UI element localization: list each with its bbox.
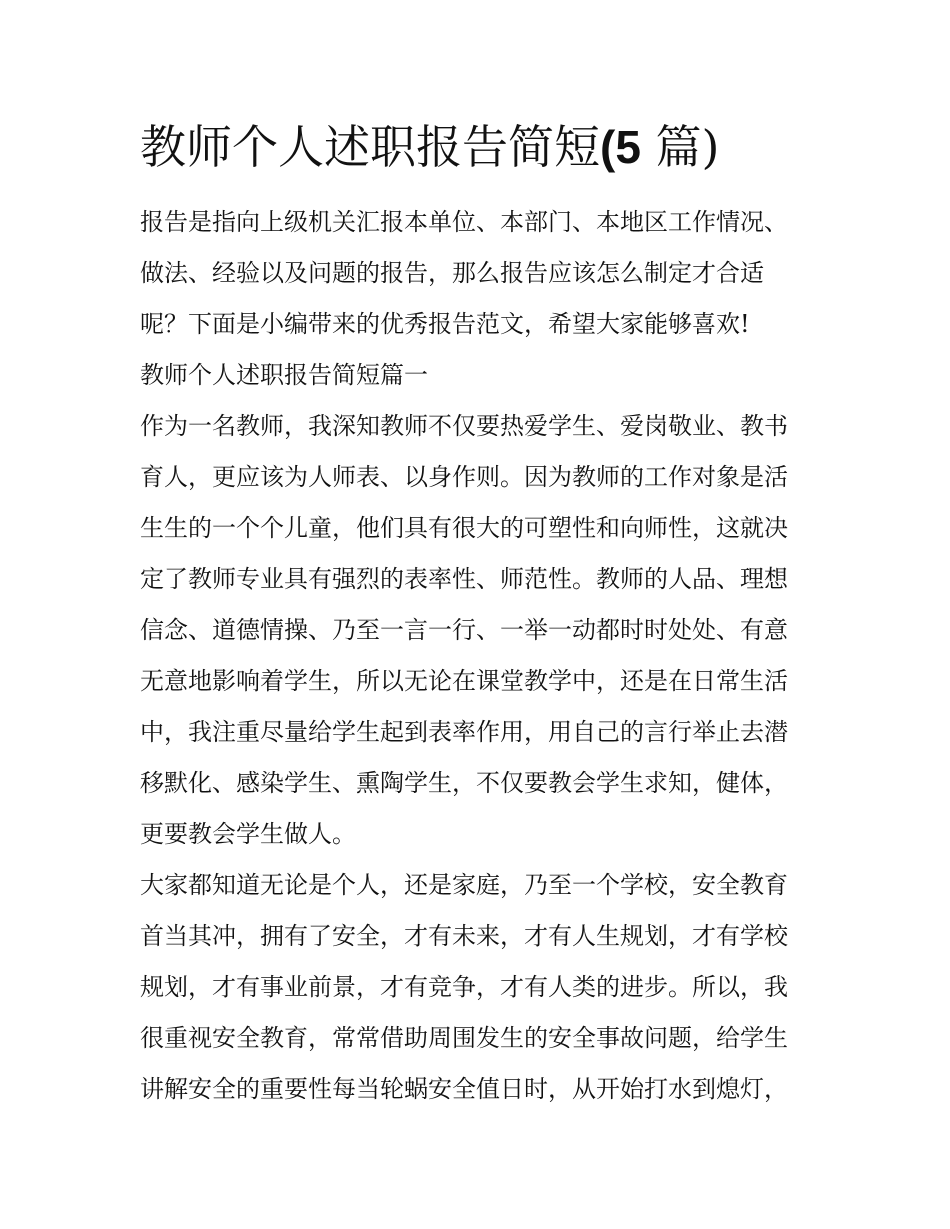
paragraph-line: 生生的一个个儿童，他们具有很大的可塑性和向师性，这就决 xyxy=(140,514,788,542)
document-body xyxy=(140,197,812,1115)
paragraph-line: 无意地影响着学生，所以无论在课堂教学中，还是在日常生活 xyxy=(140,667,788,695)
paragraph-line: 讲解安全的重要性每当轮蜗安全值日时，从开始打水到熄灯， xyxy=(140,1075,788,1103)
paragraph-line: 规划，才有事业前景，才有竞争，才有人类的进步。所以，我 xyxy=(140,973,788,1001)
paragraph-line: 更要教会学生做人。 xyxy=(140,820,356,848)
paragraph-line: 定了教师专业具有强烈的表率性、师范性。教师的人品、理想 xyxy=(140,565,788,593)
paragraph-line: 中，我注重尽量给学生起到表率作用，用自己的言行举止去潜 xyxy=(140,718,788,746)
paragraph-line: 大家都知道无论是个人，还是家庭，乃至一个学校，安全教育 xyxy=(140,871,788,899)
paragraph-line: 移默化、感染学生、熏陶学生，不仅要教会学生求知，健体， xyxy=(140,769,788,797)
intro-line: 报告是指向上级机关汇报本单位、本部门、本地区工作情况、 xyxy=(140,208,788,236)
section-heading: 教师个人述职报告简短篇一 xyxy=(140,361,428,389)
page-title xyxy=(140,118,720,176)
paragraph-line: 育人，更应该为人师表、以身作则。因为教师的工作对象是活 xyxy=(140,463,788,491)
title-main: 教师个人述职报告简短 xyxy=(140,120,600,174)
paragraph-line: 信念、道德情操、乃至一言一行、一举一动都时时处处、有意 xyxy=(140,616,788,644)
title-paren-close: 篇) xyxy=(640,120,720,174)
paragraph-line: 首当其冲，拥有了安全，才有未来，才有人生规划，才有学校 xyxy=(140,922,788,950)
paragraph-line: 作为一名教师，我深知教师不仅要热爱学生、爱岗敬业、教书 xyxy=(140,412,788,440)
intro-line: 呢？下面是小编带来的优秀报告范文，希望大家能够喜欢! xyxy=(140,310,750,338)
intro-line: 做法、经验以及问题的报告，那么报告应该怎么制定才合适 xyxy=(140,259,764,287)
title-count: 5 xyxy=(615,121,641,173)
title-paren-open: ( xyxy=(600,121,616,173)
paragraph-line: 很重视安全教育，常常借助周围发生的安全事故问题，给学生 xyxy=(140,1024,788,1052)
